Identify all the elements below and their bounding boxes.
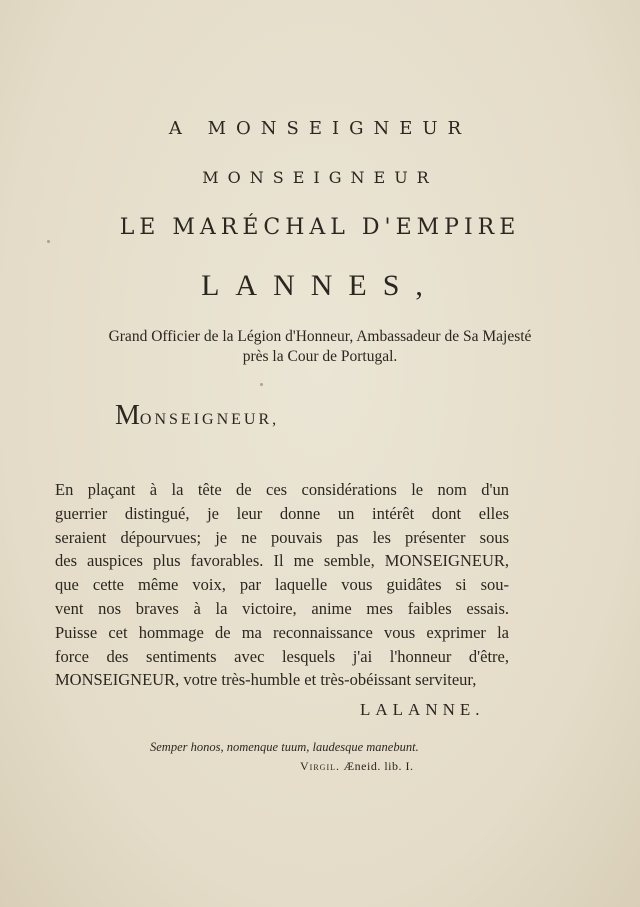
salutation-rest: ONSEIGNEUR, bbox=[139, 411, 280, 428]
dedication-line-2: MONSEIGNEUR bbox=[202, 168, 438, 187]
ink-smudge bbox=[47, 240, 50, 243]
body-line: guerrier distingué, je leur donne un intérêt dont elles bbox=[55, 503, 509, 523]
dedicatee-titles bbox=[0, 327, 640, 367]
dedication-line-1: A MONSEIGNEUR bbox=[168, 118, 472, 139]
body-line: des auspices plus favorables. Il me semble, MONSEIGNEUR, bbox=[55, 551, 509, 571]
dedication-body bbox=[55, 478, 509, 692]
body-line: En plaçant à la tête de ces considérations le nom d'un bbox=[55, 480, 509, 499]
body-line: que cette même voix, par laquelle vous guidâtes si sou- bbox=[55, 575, 509, 595]
body-line: vent nos braves à la victoire, anime mes faibles essais. bbox=[55, 598, 509, 618]
body-line: force des sentiments avec lesquels j'ai l'honneur d'être, bbox=[55, 646, 509, 666]
epigraph-author: Virgil. bbox=[300, 759, 340, 773]
salutation bbox=[115, 400, 279, 432]
body-line: MONSEIGNEUR, votre très-humble et très-obéissant serviteur, bbox=[55, 670, 477, 690]
dedicatee-titles-line-1: Grand Officier de la Légion d'Honneur, Ambassadeur de Sa Majesté bbox=[108, 328, 532, 345]
body-line: Puisse cet hommage de ma reconnaissance vous exprimer la bbox=[55, 622, 509, 642]
body-line: seraient dépourvues; je ne pouvais pas les présenter sous bbox=[55, 527, 509, 547]
epigraph-quote: Semper honos, nomenque tuum, laudesque manebunt. bbox=[150, 740, 419, 754]
ink-smudge bbox=[260, 383, 263, 386]
salutation-initial: M bbox=[115, 400, 140, 431]
dedicatee-titles-line-2: près la Cour de Portugal. bbox=[242, 348, 398, 365]
epigraph-attribution bbox=[300, 759, 414, 774]
dedicatee-name: LANNES, bbox=[201, 269, 439, 302]
dedication-title: LE MARÉCHAL D'EMPIRE bbox=[119, 215, 521, 240]
signature: LALANNE. bbox=[360, 700, 485, 719]
epigraph-source: Æneid. lib. I. bbox=[343, 759, 414, 773]
